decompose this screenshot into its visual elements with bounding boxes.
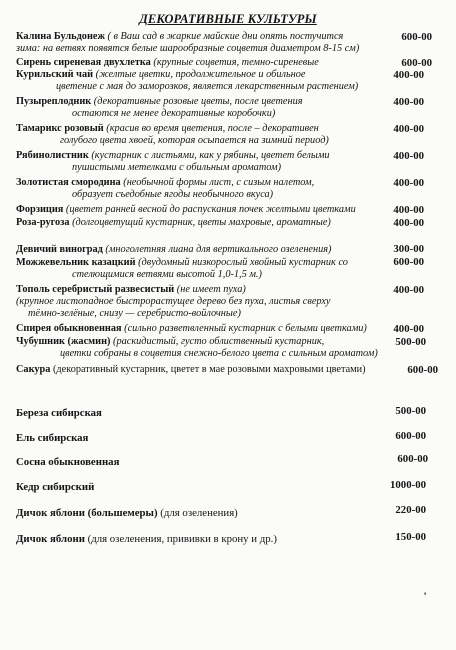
- item-desc: (декоративные розовые цветы, после цветения: [91, 96, 303, 107]
- item-desc-line2: образует съедобные ягоды необычного вкуса): [72, 189, 274, 200]
- item-name: Калина Бульдонеж: [16, 31, 105, 42]
- item-name: Форзиция: [16, 204, 64, 215]
- item-desc: (для озеленения, прививки в крону и др.): [84, 533, 277, 545]
- item-name: Тамарикс розовый: [16, 123, 104, 134]
- item-desc-line2: цветки собраны в соцветия снежно-белого цвета с сильным ароматом): [60, 348, 378, 359]
- item-price: 500-00: [395, 405, 426, 417]
- item-name: Золотистая смородина: [16, 177, 121, 188]
- item-price: 600-00: [401, 31, 432, 43]
- item-desc: (желтые цветки, продолжительное и обильное: [93, 69, 306, 80]
- list-item: [16, 364, 366, 376]
- list-item: [16, 284, 246, 296]
- list-item: [16, 69, 306, 81]
- item-price: 400-00: [393, 177, 424, 189]
- item-desc-line2: голубого цвета хвоей, которая осыпается на зимний период): [60, 135, 329, 146]
- item-name: Курильский чай: [16, 69, 94, 80]
- item-price: 400-00: [393, 217, 424, 229]
- item-desc: (необычной формы лист, с сизым налетом,: [120, 177, 315, 188]
- item-desc-line2: (крупное листопадное быстрорастущее дерево без пуха, листья сверху: [16, 296, 331, 307]
- item-price: 400-00: [393, 284, 424, 296]
- item-name: Кедр сибирский: [16, 481, 95, 493]
- item-price: 400-00: [393, 123, 424, 135]
- item-desc: (сильно разветвленный кустарник с белыми цветками): [121, 323, 367, 334]
- list-item: [16, 257, 348, 269]
- item-desc-line2: пушистыми метелками с обильным ароматом): [72, 162, 282, 173]
- list-item: [16, 204, 356, 216]
- list-item: [16, 217, 331, 229]
- list-item: [16, 57, 319, 69]
- item-desc: ( в Ваш сад в жаркие майские дни опять постучится: [104, 31, 344, 42]
- item-name: Сакура: [16, 364, 51, 375]
- list-item: [16, 150, 330, 162]
- item-price: 400-00: [393, 150, 424, 162]
- list-item: [16, 481, 94, 493]
- list-item: [16, 336, 324, 348]
- item-desc: (не имеет пуха): [174, 284, 246, 295]
- item-price: 500-00: [395, 336, 426, 348]
- item-name: Пузыреплодник: [16, 96, 92, 107]
- item-desc: (цветет ранней весной до распускания почек желтыми цветками: [63, 204, 356, 215]
- item-desc-line3: тёмно-зелёные, снизу — серебристо-войлочные): [28, 308, 241, 319]
- item-desc-line2: остаются не менее декоративные коробочки): [72, 108, 276, 119]
- item-price: 400-00: [393, 323, 424, 335]
- list-item: [16, 244, 331, 256]
- item-price: 400-00: [393, 96, 424, 108]
- item-name: Дичок яблони (большемеры): [16, 507, 158, 519]
- page-mark: ,: [424, 586, 427, 596]
- item-price: 1000-00: [390, 479, 426, 491]
- item-desc-line2: цветение с мая до заморозков, является лекарственным растением): [56, 81, 359, 92]
- item-name: Девичий виноград: [16, 244, 103, 255]
- list-item: [16, 177, 314, 189]
- item-name: Рябинолистник: [16, 150, 89, 161]
- item-price: 600-00: [393, 256, 424, 268]
- item-desc: (декоративный кустарник, цветет в мае розовыми махровыми цветами): [50, 364, 366, 375]
- item-desc: (раскидистый, густо облиственный кустарник,: [110, 336, 325, 347]
- item-name: Спирея обыкновенная: [16, 323, 122, 334]
- item-desc-line2: стелющимися ветвями высотой 1,0-1,5 м.): [72, 269, 262, 280]
- item-desc: (двудомный низкорослый хвойный кустарник со: [135, 257, 348, 268]
- item-price: 150-00: [395, 531, 426, 543]
- list-item: [16, 407, 102, 419]
- item-price: 600-00: [395, 430, 426, 442]
- list-item: [16, 507, 238, 519]
- item-name: Чубушник (жасмин): [16, 336, 111, 347]
- item-price: 220-00: [395, 504, 426, 516]
- item-desc: (крупные соцветия, темно-сиреневые: [150, 57, 319, 68]
- list-item: [16, 456, 119, 468]
- list-item: [16, 31, 343, 43]
- item-name: Дичок яблони: [16, 533, 85, 545]
- item-name: Можжевельник казацкий: [16, 257, 136, 268]
- item-name: Роза-ругоза: [16, 217, 70, 228]
- list-item: [16, 323, 367, 335]
- item-name: Сосна обыкновенная: [16, 456, 120, 468]
- item-price: 300-00: [393, 243, 424, 255]
- item-price: 400-00: [393, 69, 424, 81]
- item-name: Ель сибирская: [16, 432, 89, 444]
- item-desc: (долгоцветущий кустарник, цветы махровые, ароматные): [69, 217, 331, 228]
- item-name: Береза сибирская: [16, 407, 102, 419]
- item-name: Сирень сиреневая двухлетка: [16, 57, 151, 68]
- item-price: 400-00: [393, 204, 424, 216]
- item-desc: (многолетняя лиана для вертикального озеленения): [102, 244, 332, 255]
- item-desc-line2: зима: на ветвях появятся белые шарообразные соцветия диаметром 8-15 см): [16, 43, 360, 54]
- item-desc: (кустарник с листьями, как у рябины, цветет белыми: [88, 150, 330, 161]
- list-item: [16, 96, 303, 108]
- page-title: ДЕКОРАТИВНЫЕ КУЛЬТУРЫ: [139, 12, 317, 26]
- list-item: [16, 432, 88, 444]
- item-name: Тополь серебристый развесистый: [16, 284, 175, 295]
- item-desc: (красив во время цветения, после – декоративен: [103, 123, 319, 134]
- list-item: [16, 123, 319, 135]
- item-price: 600-00: [407, 364, 438, 376]
- item-price: 600-00: [401, 57, 432, 69]
- item-price: 600-00: [397, 453, 428, 465]
- item-desc: (для озеленения): [157, 507, 238, 519]
- list-item: [16, 533, 277, 545]
